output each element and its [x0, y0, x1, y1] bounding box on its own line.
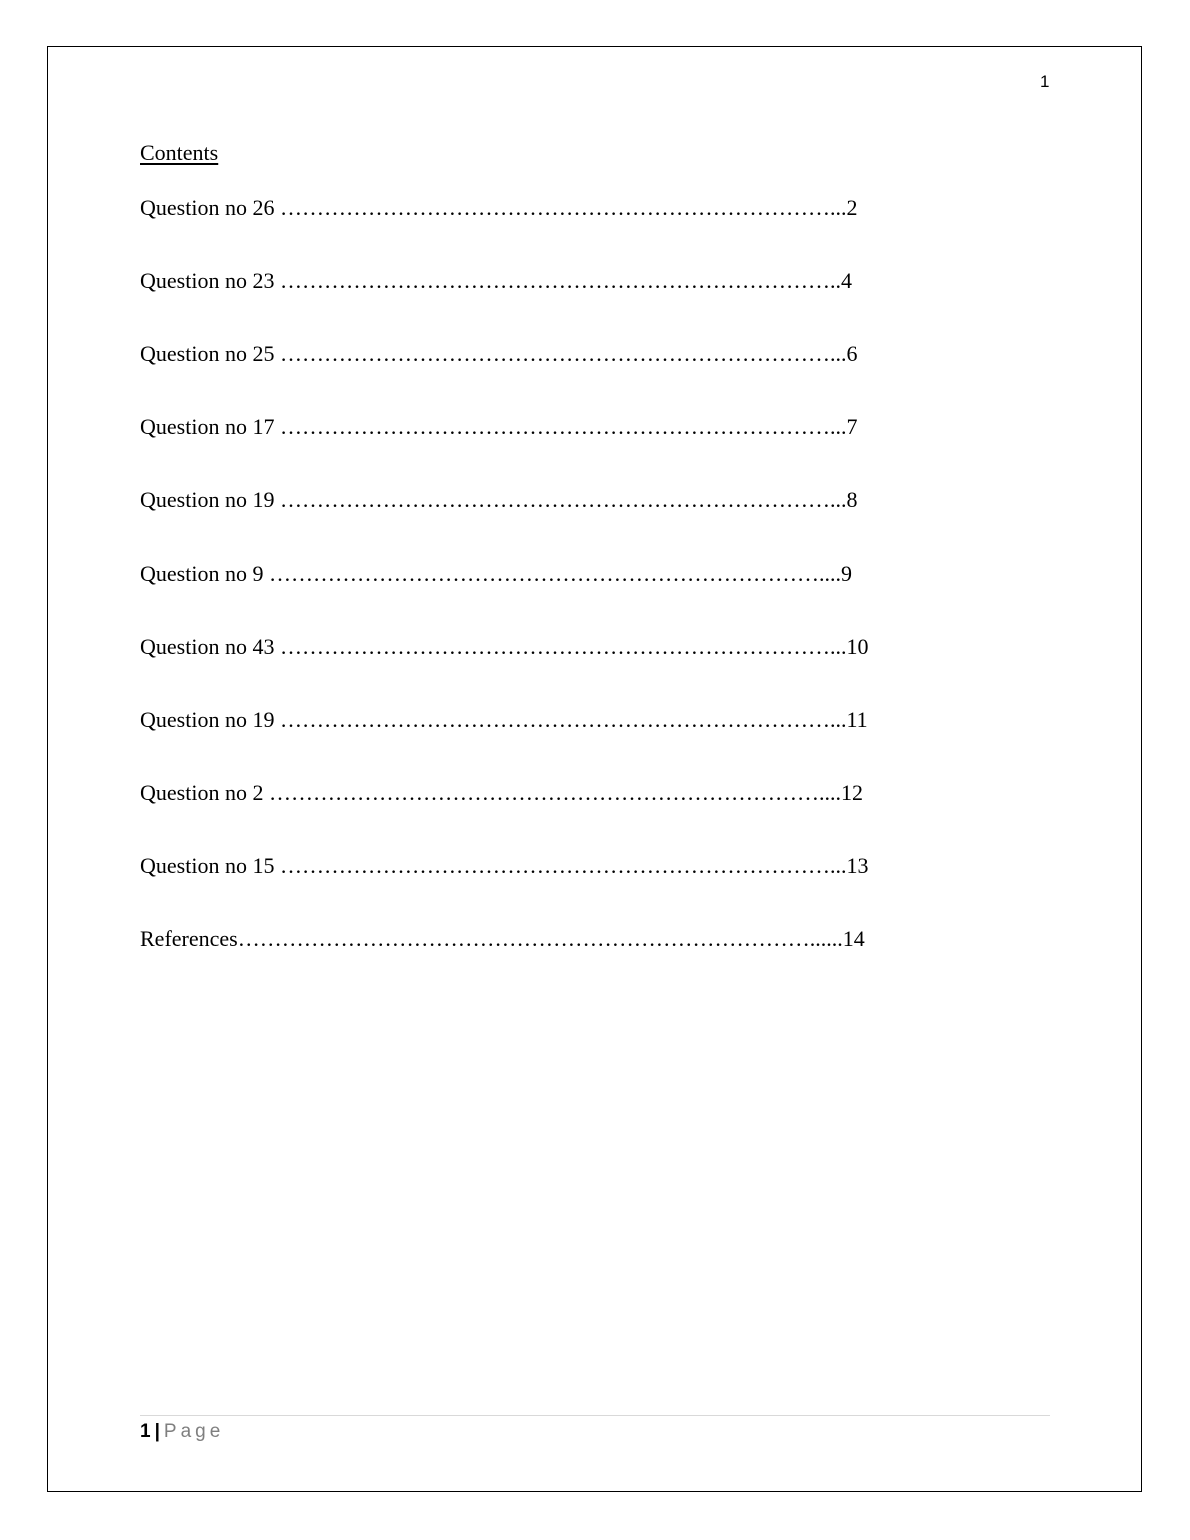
page-footer: [140, 1420, 224, 1444]
footer-separator: |: [154, 1421, 160, 1442]
toc-entry[interactable]: Question no 43 …………………………………………………………………...10: [140, 634, 869, 659]
toc-heading: Contents: [140, 140, 219, 165]
toc-entry[interactable]: Question no 25 …………………………………………………………………...6: [140, 341, 858, 366]
header-page-number: 1: [1040, 72, 1050, 91]
toc-entry-references[interactable]: References……………………………………………………………………......14: [140, 926, 865, 951]
toc-entry[interactable]: Question no 17 …………………………………………………………………...7: [140, 414, 858, 439]
toc-entry[interactable]: Question no 15 …………………………………………………………………...13: [140, 853, 869, 878]
toc-entry[interactable]: Question no 2 …………………………………………………………………....12: [140, 780, 863, 805]
toc-entry[interactable]: Question no 26 …………………………………………………………………...2: [140, 195, 858, 220]
footer-divider: [140, 1415, 1050, 1416]
toc-entry[interactable]: Question no 19 …………………………………………………………………...8: [140, 487, 858, 512]
footer-page-label: Page: [163, 1421, 225, 1442]
footer-page-number: 1: [140, 1421, 151, 1442]
toc-entry[interactable]: Question no 9 …………………………………………………………………....9: [140, 561, 852, 586]
page-border: [47, 46, 1142, 1492]
toc-entry[interactable]: Question no 19 …………………………………………………………………...11: [140, 707, 868, 732]
toc-entry[interactable]: Question no 23 …………………………………………………………………..4: [140, 268, 852, 293]
